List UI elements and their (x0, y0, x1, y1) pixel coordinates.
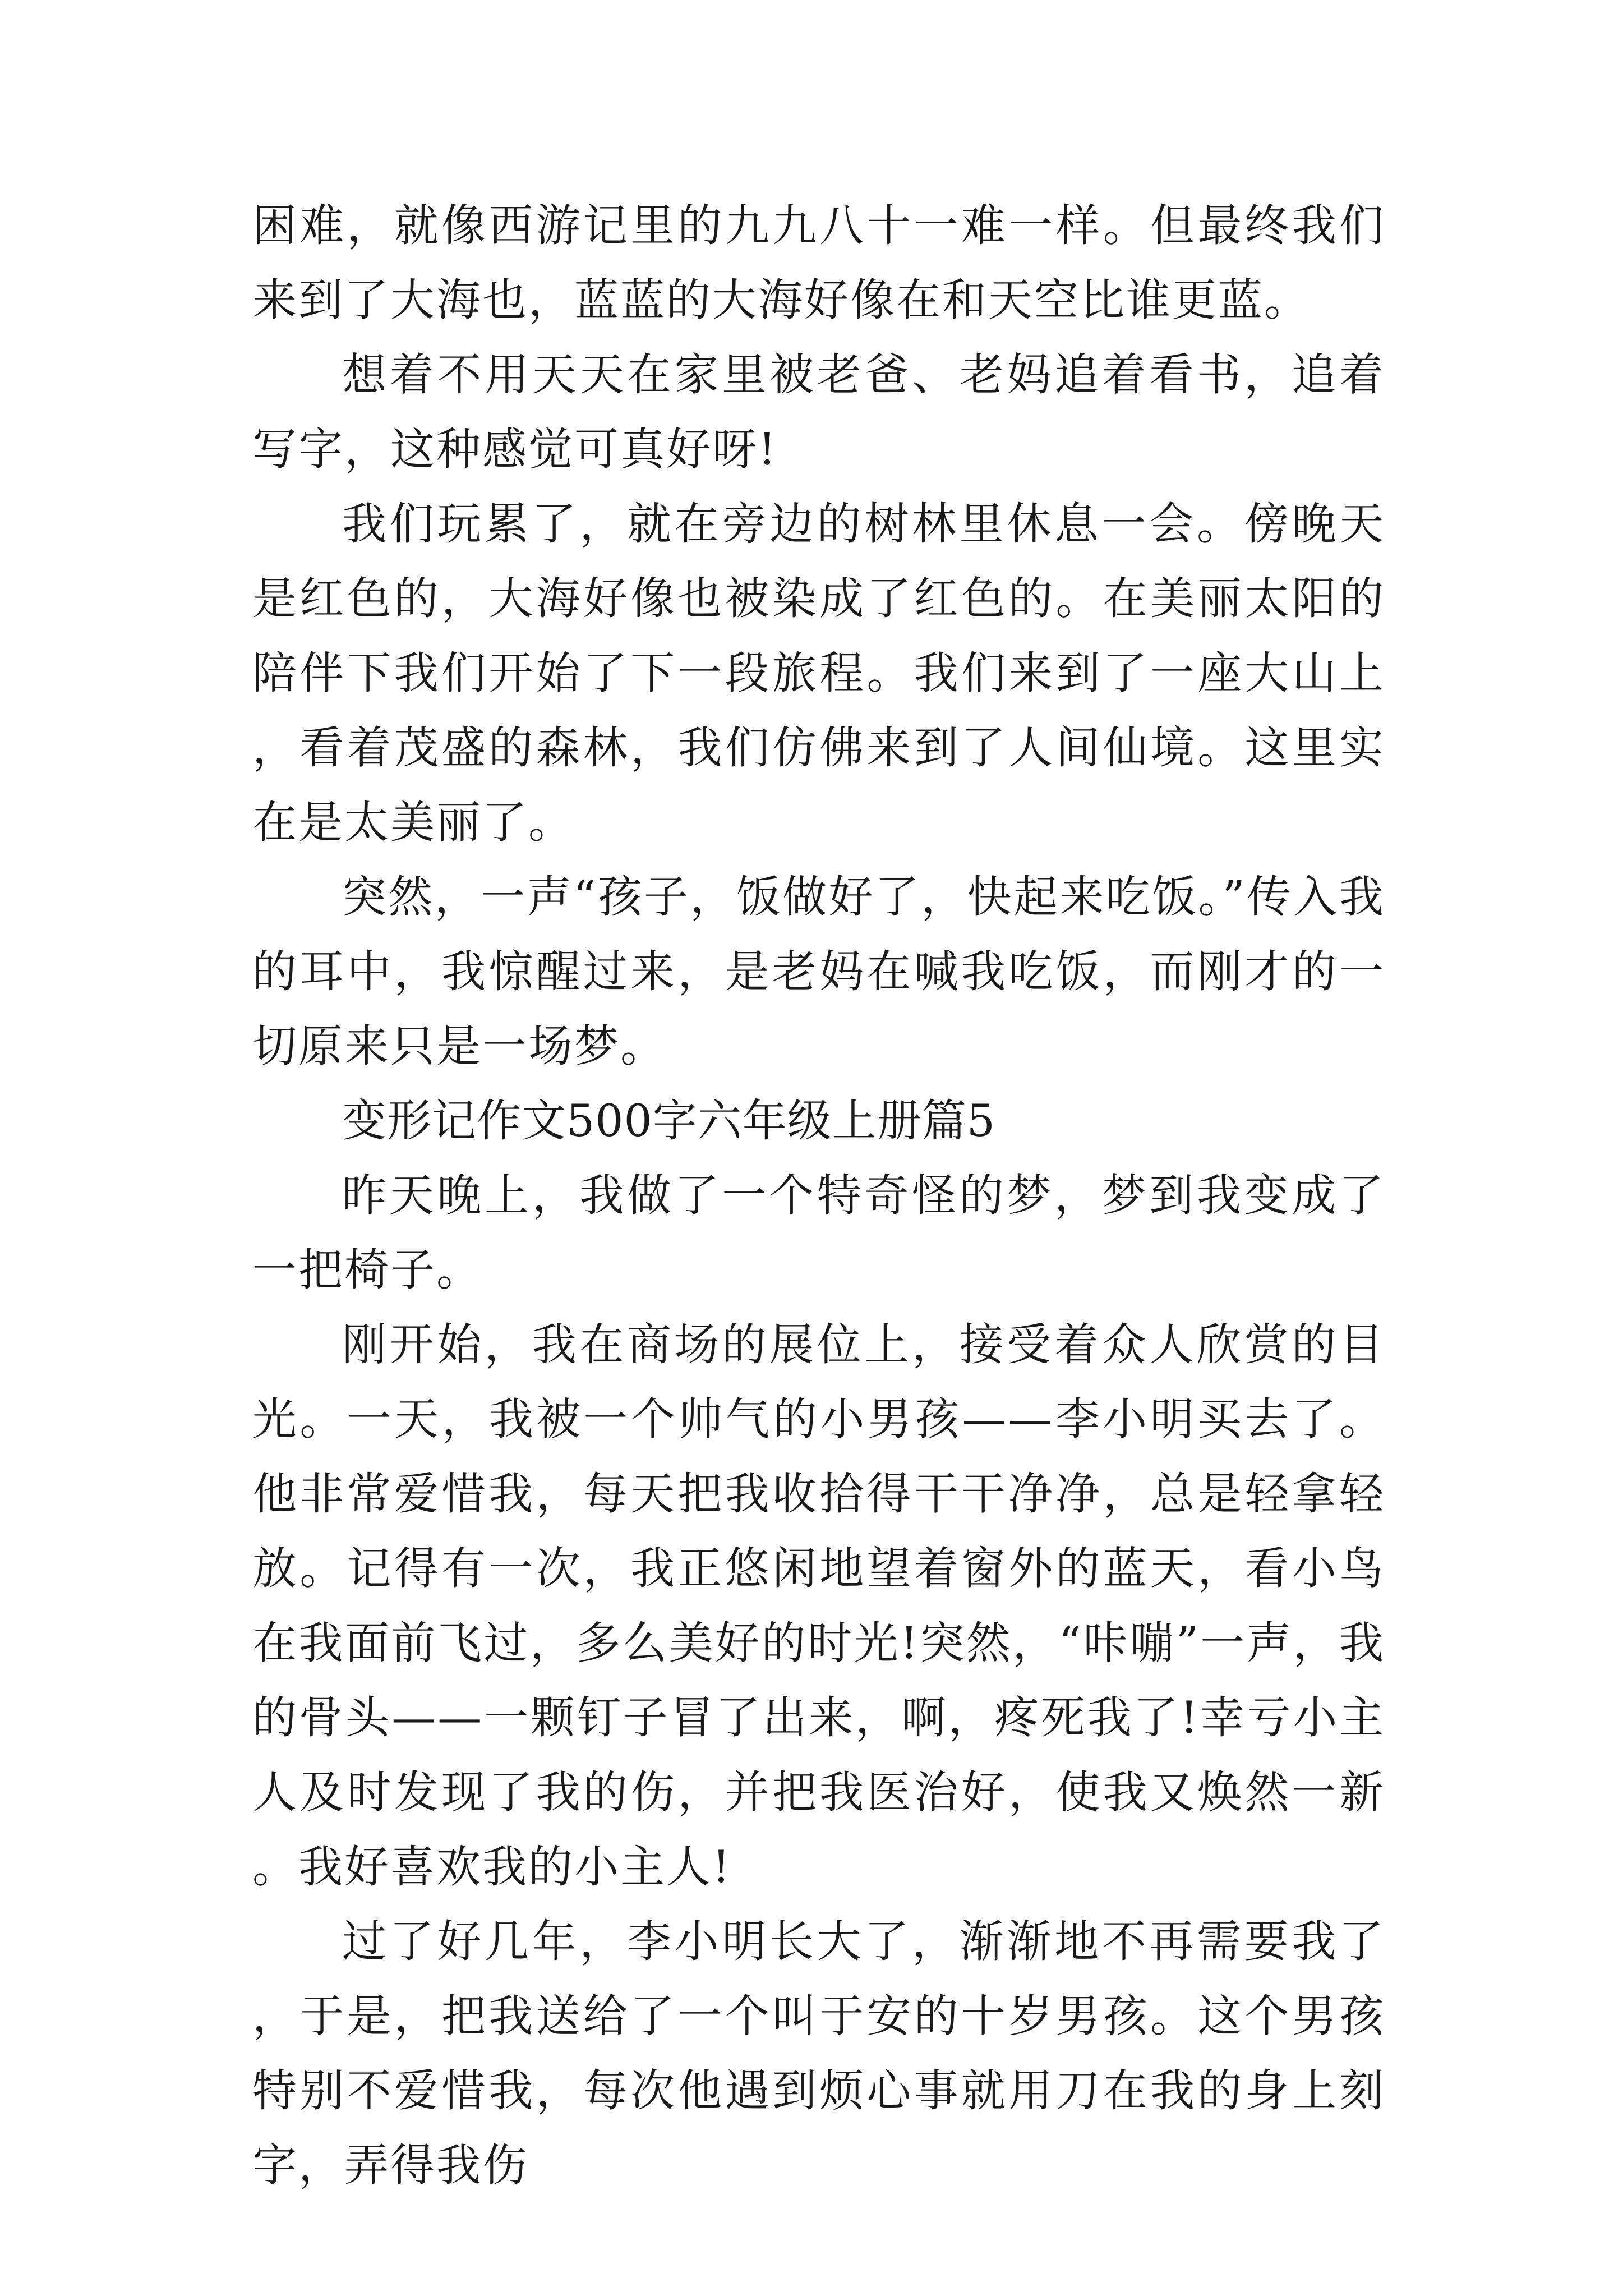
paragraph: 突然，一声“孩子，饭做好了，快起来吃饭。”传入我的耳中，我惊醒过来，是老妈在喊我吃饭，而刚才的一切原来只是一场梦。 (252, 871, 1385, 1072)
section-heading: 变形记作文500字六年级上册篇5 (342, 1095, 996, 1147)
paragraph-continuation: 困难，就像西游记里的九九八十一难一样。但最终我们来到了大海也，蓝蓝的大海好像在和天空比谁更蓝。 (252, 200, 1385, 326)
document-body (252, 188, 1385, 2203)
paragraph: 昨天晚上，我做了一个特奇怪的梦，梦到我变成了一把椅子。 (252, 1170, 1385, 1296)
paragraph: 刚开始，我在商场的展位上，接受着众人欣赏的目光。一天，我被一个帅气的小男孩——李小明买去了。他非常爱惜我，每天把我收拾得干干净净，总是轻拿轻放。记得有一次，我正悠闲地望着窗外的蓝天，看小鸟在我面前飞过，多么美好的时光!突然，“咔嘣”一声，我的骨头——一颗钉子冒了出来，啊，疼死我了!幸亏小主人及时发现了我的伤，并把我医治好，使我又焕然一新。我好喜欢我的小主人! (252, 1319, 1385, 1893)
paragraph: 想着不用天天在家里被老爸、老妈追着看书，追着写字，这种感觉可真好呀! (252, 349, 1385, 475)
paragraph: 过了好几年，李小明长大了，渐渐地不再需要我了，于是，把我送给了一个叫于安的十岁男孩。这个男孩特别不爱惜我，每次他遇到烦心事就用刀在我的身上刻字，弄得我伤 (252, 1916, 1385, 2191)
paragraph: 我们玩累了，就在旁边的树林里休息一会。傍晚天是红色的，大海好像也被染成了红色的。在美丽太阳的陪伴下我们开始了下一段旅程。我们来到了一座大山上，看着茂盛的森林，我们仿佛来到了人间仙境。这里实在是太美丽了。 (252, 498, 1385, 848)
